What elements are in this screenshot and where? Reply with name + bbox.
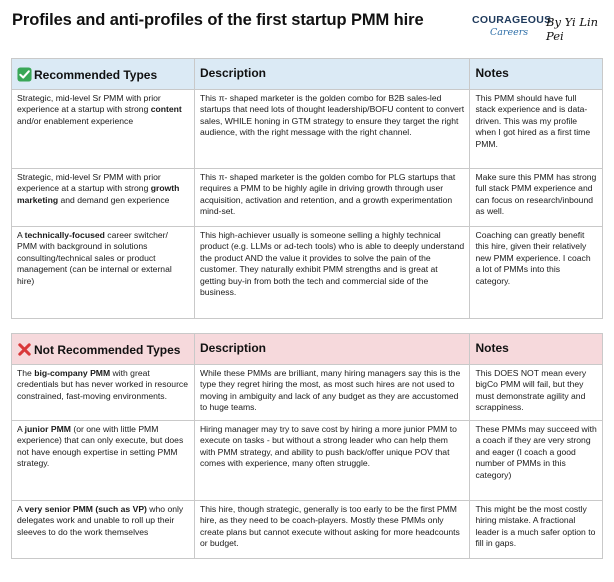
description-cell: This π- shaped marketer is the golden combo for B2B sales-led startups that need lots of thought leadership/BOFU content to convert sales, WHILE honing in GTM strategy to ensure they target the right audience, with the right message with the right channel. — [194, 90, 470, 169]
header-notes: Notes — [470, 59, 603, 90]
page-title: Profiles and anti-profiles of the first startup PMM hire — [12, 11, 424, 29]
table-row — [12, 169, 603, 227]
author-byline: By Yi Lin Pei — [546, 15, 599, 43]
description-cell: This hire, though strategic, generally is too early to be the first PMM hire, as they need to be coach-players. Mostly these PMMs only create plans but cannot execute without asking for more headcounts or budget. — [194, 501, 470, 559]
notes-cell: These PMMs may succeed with a coach if they are very strong and eager (I coach a good number of PMMs in this category) — [470, 421, 603, 501]
description-cell: Hiring manager may try to save cost by hiring a more junior PMM to execute on tasks - but without a strong leader who can help them with PMM strategy, and ability to push back/offer unique POV that comes with experience, many often struggle. — [194, 421, 470, 501]
description-cell: This π- shaped marketer is the golden combo for PLG startups that requires a PMM to be highly agile in driving growth through user acquisition, activation and retention, and a growth experimentation mind-set. — [194, 169, 470, 227]
type-cell: A junior PMM (or one with little PMM experience) that can only execute, but does not have enough expertise in setting PMM strategy. — [12, 421, 195, 501]
type-cell: The big-company PMM with great credentials but has never worked in resource constrained, fast-moving environments. — [12, 365, 195, 421]
header-description: Description — [194, 59, 470, 90]
notes-cell: This might be the most costly hiring mistake. A fractional leader is a much safer option to fill in gaps. — [470, 501, 603, 559]
notes-cell: Coaching can greatly benefit this hire, given their relatively new PMM experience. I coach a lot of PMMs into this category. — [470, 227, 603, 319]
header-description: Description — [194, 334, 470, 365]
not-recommended-table — [11, 333, 603, 559]
table-header-row — [12, 334, 603, 365]
notes-cell: Make sure this PMM has strong full stack PMM experience and can focus on research/inbound as well. — [470, 169, 603, 227]
notes-cell: This DOES NOT mean every bigCo PMM will fail, but they must demonstrate agility and scrappiness. — [470, 365, 603, 421]
table-row — [12, 501, 603, 559]
header-recommended-types: Recommended Types — [12, 59, 195, 90]
table-row — [12, 365, 603, 421]
header-not-recommended-types: Not Recommended Types — [12, 334, 195, 365]
brand-logo-subtext: Careers — [490, 27, 529, 38]
recommended-table — [11, 58, 603, 319]
type-cell: A very senior PMM (such as VP) who only delegates work and unable to roll up their sleeves to do the work themselves — [12, 501, 195, 559]
type-cell: A technically-focused career switcher/ PMM with background in solutions consulting/technical sales or product management (can be internal or external hire) — [12, 227, 195, 319]
table-row — [12, 90, 603, 169]
brand-block — [470, 14, 610, 44]
table-row — [12, 421, 603, 501]
check-icon — [17, 67, 32, 82]
header-notes: Notes — [470, 334, 603, 365]
notes-cell: This PMM should have full stack experience and is data- driven. This was my profile when I got hired as a first time PMM. — [470, 90, 603, 169]
description-cell: While these PMMs are brilliant, many hiring managers say this is the type they regret hiring the most, as most such hires are not used to moving in ambiguity and lack of any budget as they are accustomed to huge teams. — [194, 365, 470, 421]
page-header — [0, 0, 614, 52]
description-cell: This high-achiever usually is someone selling a highly technical product (e.g. LLMs or ad-tech tools) who is able to deeply understand the product AND the value it provides to solve the pain of the customer. They naturally exhibit PMM strengths and is great at getting buy-in from both the tech and commercial side of the business. — [194, 227, 470, 319]
cross-icon — [17, 342, 32, 357]
table-row — [12, 227, 603, 319]
type-cell: Strategic, mid-level Sr PMM with prior experience at a startup with strong content and/or enablement experience — [12, 90, 195, 169]
brand-logo-text: COURAGEOUS — [472, 14, 552, 26]
table-header-row — [12, 59, 603, 90]
type-cell: Strategic, mid-level Sr PMM with prior experience at a startup with strong growth marketing and demand gen experience — [12, 169, 195, 227]
